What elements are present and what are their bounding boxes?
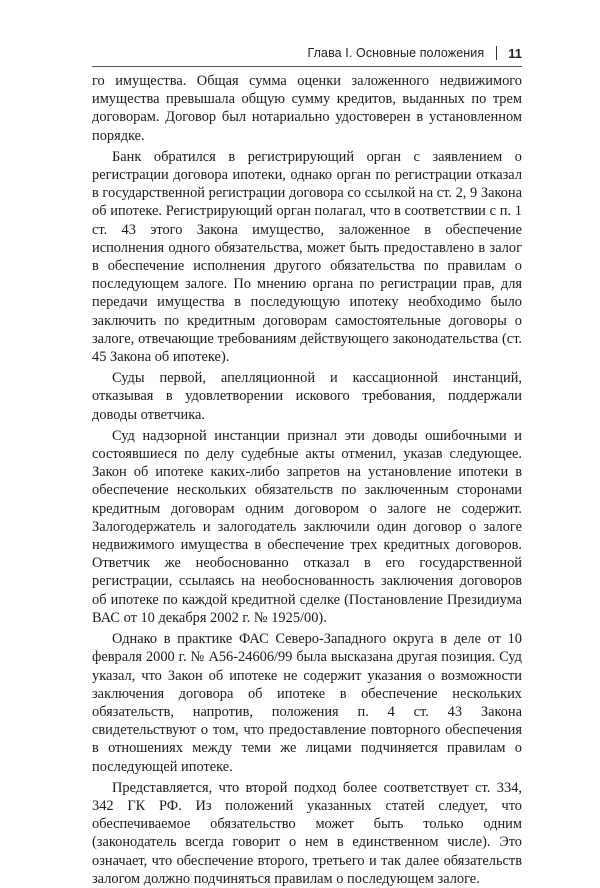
body-text [92, 72, 522, 888]
paragraph: Представляется, что второй подход более соответствует ст. 334, 342 ГК РФ. Из положений указанных статей следует, что обеспечиваемое обязательство может быть только одним (законодатель всегда говорит о нем в единственном числе). Это означает, что обеспечение второго, третьего и так далее обязательств залогом должно подчиняться правилам о последующем залоге. [92, 779, 522, 887]
paragraph-continued: го имущества. Общая сумма оценки заложенного недвижимого имущества превышала общую сумму кредитов, выданных по трем договорам. Договор был нотариально удостоверен в установленном порядке. [92, 73, 522, 144]
chapter-title: Глава I. Основные положения [307, 46, 485, 60]
page-number: 11 [508, 45, 522, 61]
paragraph: Суды первой, апелляционной и кассационной инстанций, отказывая в удовлетворении искового требования, поддержали доводы ответчика. [92, 370, 522, 423]
header-separator [496, 46, 497, 60]
paragraph: Банк обратился в регистрирующий орган с заявлением о регистрации договора ипотеки, однако орган по регистрации отказал в государственной регистрации договора со ссылкой на ст. 2, 9 Закона об ипотеке. Регистрирующий орган полагал, что в соответствии с п. 1 ст. 43 этого Закона имущество, заложенное в обеспечение исполнения одного обязательства, может быть предоставлено в залог в обеспечение исполнения другого обязательства по правилам о последующем залоге. По мнению органа по регистрации прав, для передачи имущества в последующую ипотеку необходимо было заключить по кредитным договорам самостоятельные договоры о залоге, отвечающие требованиям действующего законодательства (ст. 45 Закона об ипотеке). [92, 148, 522, 366]
paragraph: Суд надзорной инстанции признал эти доводы ошибочными и состоявшиеся по делу судебные акты отменил, указав следующее. Закон об ипотеке каких-либо запретов на установление ипотеки в обеспечение нескольких обязательств по заключенным сторонами кредитным договорам одним договором о залоге не содержит. Залогодержатель и залогодатель заключили один договор о залоге недвижимого имущества в обеспечение трех кредитных договоров. Ответчик же необоснованно отказал в его государственной регистрации, ссылаясь на необоснованность заключения договоров об ипотеке по каждой кредитной сделке (Постановление Президиума ВАС от 10 декабря 2002 г. № 1925/00). [92, 427, 522, 626]
running-header [307, 43, 522, 63]
header-rule [92, 66, 522, 67]
paragraph: Однако в практике ФАС Северо-Западного округа в деле от 10 февраля 2000 г. № А56-24606/99 была высказана другая позиция. Суд указал, что Закон об ипотеке не содержит указания о возможности заключения договора об ипотеке в обеспечение нескольких обязательств, напротив, положения п. 4 ст. 43 Закона свидетельствуют о том, что предоставление повторного обеспечения в отношениях между теми же лицами подчиняется правилам о последующей ипотеке. [92, 631, 522, 775]
